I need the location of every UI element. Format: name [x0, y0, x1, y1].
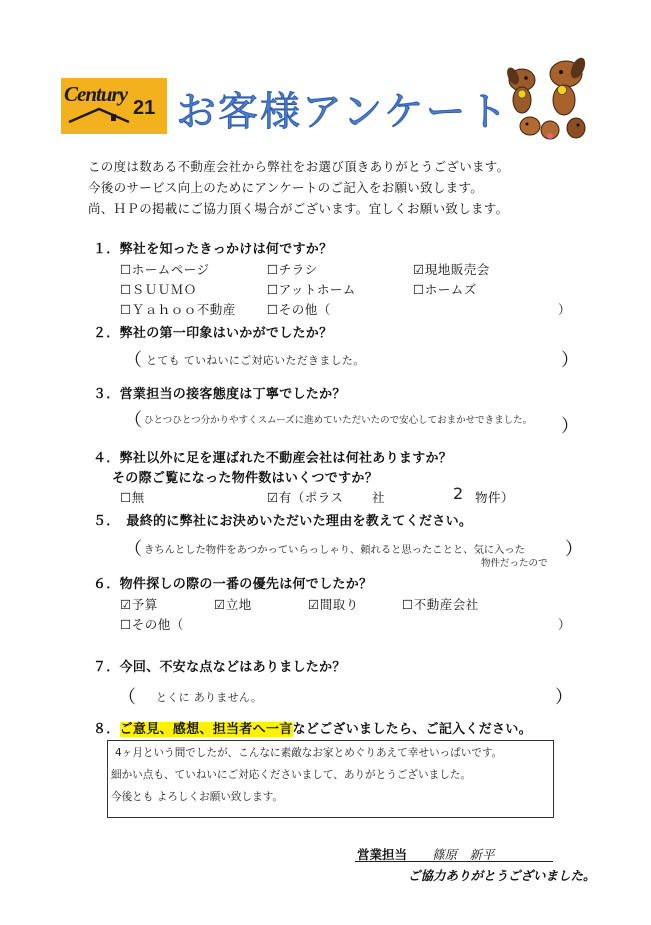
- staff-label: 営業担当: [357, 847, 408, 862]
- q1-option-other[interactable]: ☐その他（: [267, 302, 331, 317]
- checkbox-empty-icon[interactable]: ☐: [120, 282, 132, 297]
- logo-number: 21: [133, 97, 156, 119]
- question-5: ５． 最終的に弊社にお決めいただいた理由を教えてください。: [93, 514, 473, 529]
- checkbox-checked-icon[interactable]: ☑: [267, 490, 279, 505]
- q2-close-paren: ）: [561, 350, 579, 371]
- q1-option-suumo[interactable]: ☐ＳＵＵＭＯ: [120, 282, 197, 297]
- question-4-sub: その際ご覧になった物件数はいくつですか？: [112, 471, 379, 486]
- century21-logo: [61, 78, 167, 134]
- q4-property-count[interactable]: 2: [453, 484, 464, 503]
- q5-answer-line-1[interactable]: きちんとした物件をあつかっていらっしゃり、頼れると思ったことと、気に入った: [144, 544, 525, 556]
- q2-open-paren: （: [124, 350, 142, 371]
- highlighted-prompt: ご意見、感想、担当者へ一言: [119, 722, 293, 737]
- q3-open-paren: （: [124, 410, 142, 431]
- intro-line-2: 今後のサービス向上のためにアンケートのご記入をお願い致します。: [88, 180, 484, 195]
- q6-option-layout[interactable]: ☑間取り: [308, 597, 359, 612]
- signature-underline: [355, 861, 553, 862]
- q1-option-flyer[interactable]: ☐チラシ: [267, 262, 318, 277]
- q4-count-unit: 物件）: [475, 490, 515, 505]
- q3-answer[interactable]: ひとつひとつ分かりやすくスムーズに進めていただいたので安心しておまかせできました。: [144, 415, 533, 426]
- mascot-dogs-illustration: [498, 52, 593, 148]
- checkbox-checked-icon[interactable]: ☑: [308, 597, 320, 612]
- q7-open-paren: （: [118, 687, 136, 708]
- comment-line-2: 細かい点も、ていねいにご対応くださいまして、ありがとうございました。: [111, 769, 471, 781]
- staff-name: 篠原 新平: [432, 847, 495, 862]
- checkbox-empty-icon[interactable]: ☐: [120, 302, 132, 317]
- q6-option-company[interactable]: ☐不動産会社: [402, 597, 479, 612]
- q1-option-homepage[interactable]: ☐ホームページ: [120, 262, 210, 277]
- q1-option-athome[interactable]: ☐アットホーム: [267, 282, 356, 297]
- q4-option-none[interactable]: ☐無: [120, 490, 145, 505]
- question-3: ３．営業担当の接客態度は丁寧でしたか？: [93, 387, 346, 402]
- q5-close-paren: ）: [565, 539, 583, 560]
- question-1: １．弊社を知ったきっかけは何ですか？: [93, 242, 333, 257]
- question-6: ６．物件探しの際の一番の優先は何でしたか？: [93, 577, 373, 592]
- q7-close-paren: ）: [555, 687, 573, 708]
- logo-word: Century: [64, 82, 128, 106]
- question-8: ８．ご意見、感想、担当者へ一言などございましたら、ご記入ください。: [93, 722, 532, 737]
- comment-line-1: 4ヶ月という間でしたが、こんなに素敵なお家とめぐりあえて幸せいっぱいです。: [115, 747, 503, 759]
- checkbox-empty-icon[interactable]: ☐: [120, 490, 132, 505]
- q6-option-location[interactable]: ☑立地: [214, 597, 252, 612]
- question-2: ２．弊社の第一印象はいかがでしたか？: [93, 326, 333, 341]
- q4-option-yes[interactable]: ☑有（ポラス: [267, 490, 344, 505]
- q6-other-close-paren: ）: [558, 617, 572, 632]
- q1-other-close-paren: ）: [558, 302, 572, 317]
- checkbox-empty-icon[interactable]: ☐: [413, 282, 425, 297]
- checkbox-empty-icon[interactable]: ☐: [402, 597, 414, 612]
- q5-answer-line-2[interactable]: 物件だったので: [481, 558, 548, 569]
- question-7: ７．今回、不安な点などはありましたか？: [93, 660, 346, 675]
- house-roof-icon: [67, 106, 133, 124]
- q6-option-other[interactable]: ☐その他（: [120, 617, 184, 632]
- q1-option-yahoo[interactable]: ☐Ｙａｈｏｏ不動産: [120, 302, 236, 317]
- checkbox-empty-icon[interactable]: ☐: [267, 302, 279, 317]
- q2-answer[interactable]: とても ていねいにご対応いただきました。: [146, 354, 365, 367]
- checkbox-checked-icon[interactable]: ☑: [120, 597, 132, 612]
- checkbox-empty-icon[interactable]: ☐: [267, 282, 279, 297]
- q3-close-paren: ）: [561, 416, 579, 437]
- page-title: お客様アンケート: [176, 89, 510, 135]
- q4-company-unit: 社: [372, 490, 386, 505]
- checkbox-empty-icon[interactable]: ☐: [120, 617, 132, 632]
- comment-line-3: 今後とも よろしくお願い致します。: [111, 791, 284, 803]
- intro-line-1: この度は数ある不動産会社から弊社をお選び頂きありがとうございます。: [88, 159, 510, 174]
- checkbox-checked-icon[interactable]: ☑: [214, 597, 226, 612]
- checkbox-empty-icon[interactable]: ☐: [120, 262, 132, 277]
- q7-answer[interactable]: とくに ありません。: [156, 691, 263, 704]
- q1-option-onsite-sale[interactable]: ☑現地販売会: [413, 262, 490, 277]
- thanks-message: ご協力ありがとうございました。: [408, 868, 596, 883]
- q5-open-paren: （: [124, 539, 142, 560]
- question-4: ４．弊社以外に足を運ばれた不動産会社は何社ありますか？: [93, 451, 453, 466]
- q1-option-homes[interactable]: ☐ホームズ: [413, 282, 477, 297]
- checkbox-empty-icon[interactable]: ☐: [267, 262, 279, 277]
- q6-option-budget[interactable]: ☑予算: [120, 597, 158, 612]
- checkbox-checked-icon[interactable]: ☑: [413, 262, 425, 277]
- intro-line-3: 尚、ＨＰの掲載にご協力頂く場合がございます。宜しくお願い致します。: [88, 201, 509, 216]
